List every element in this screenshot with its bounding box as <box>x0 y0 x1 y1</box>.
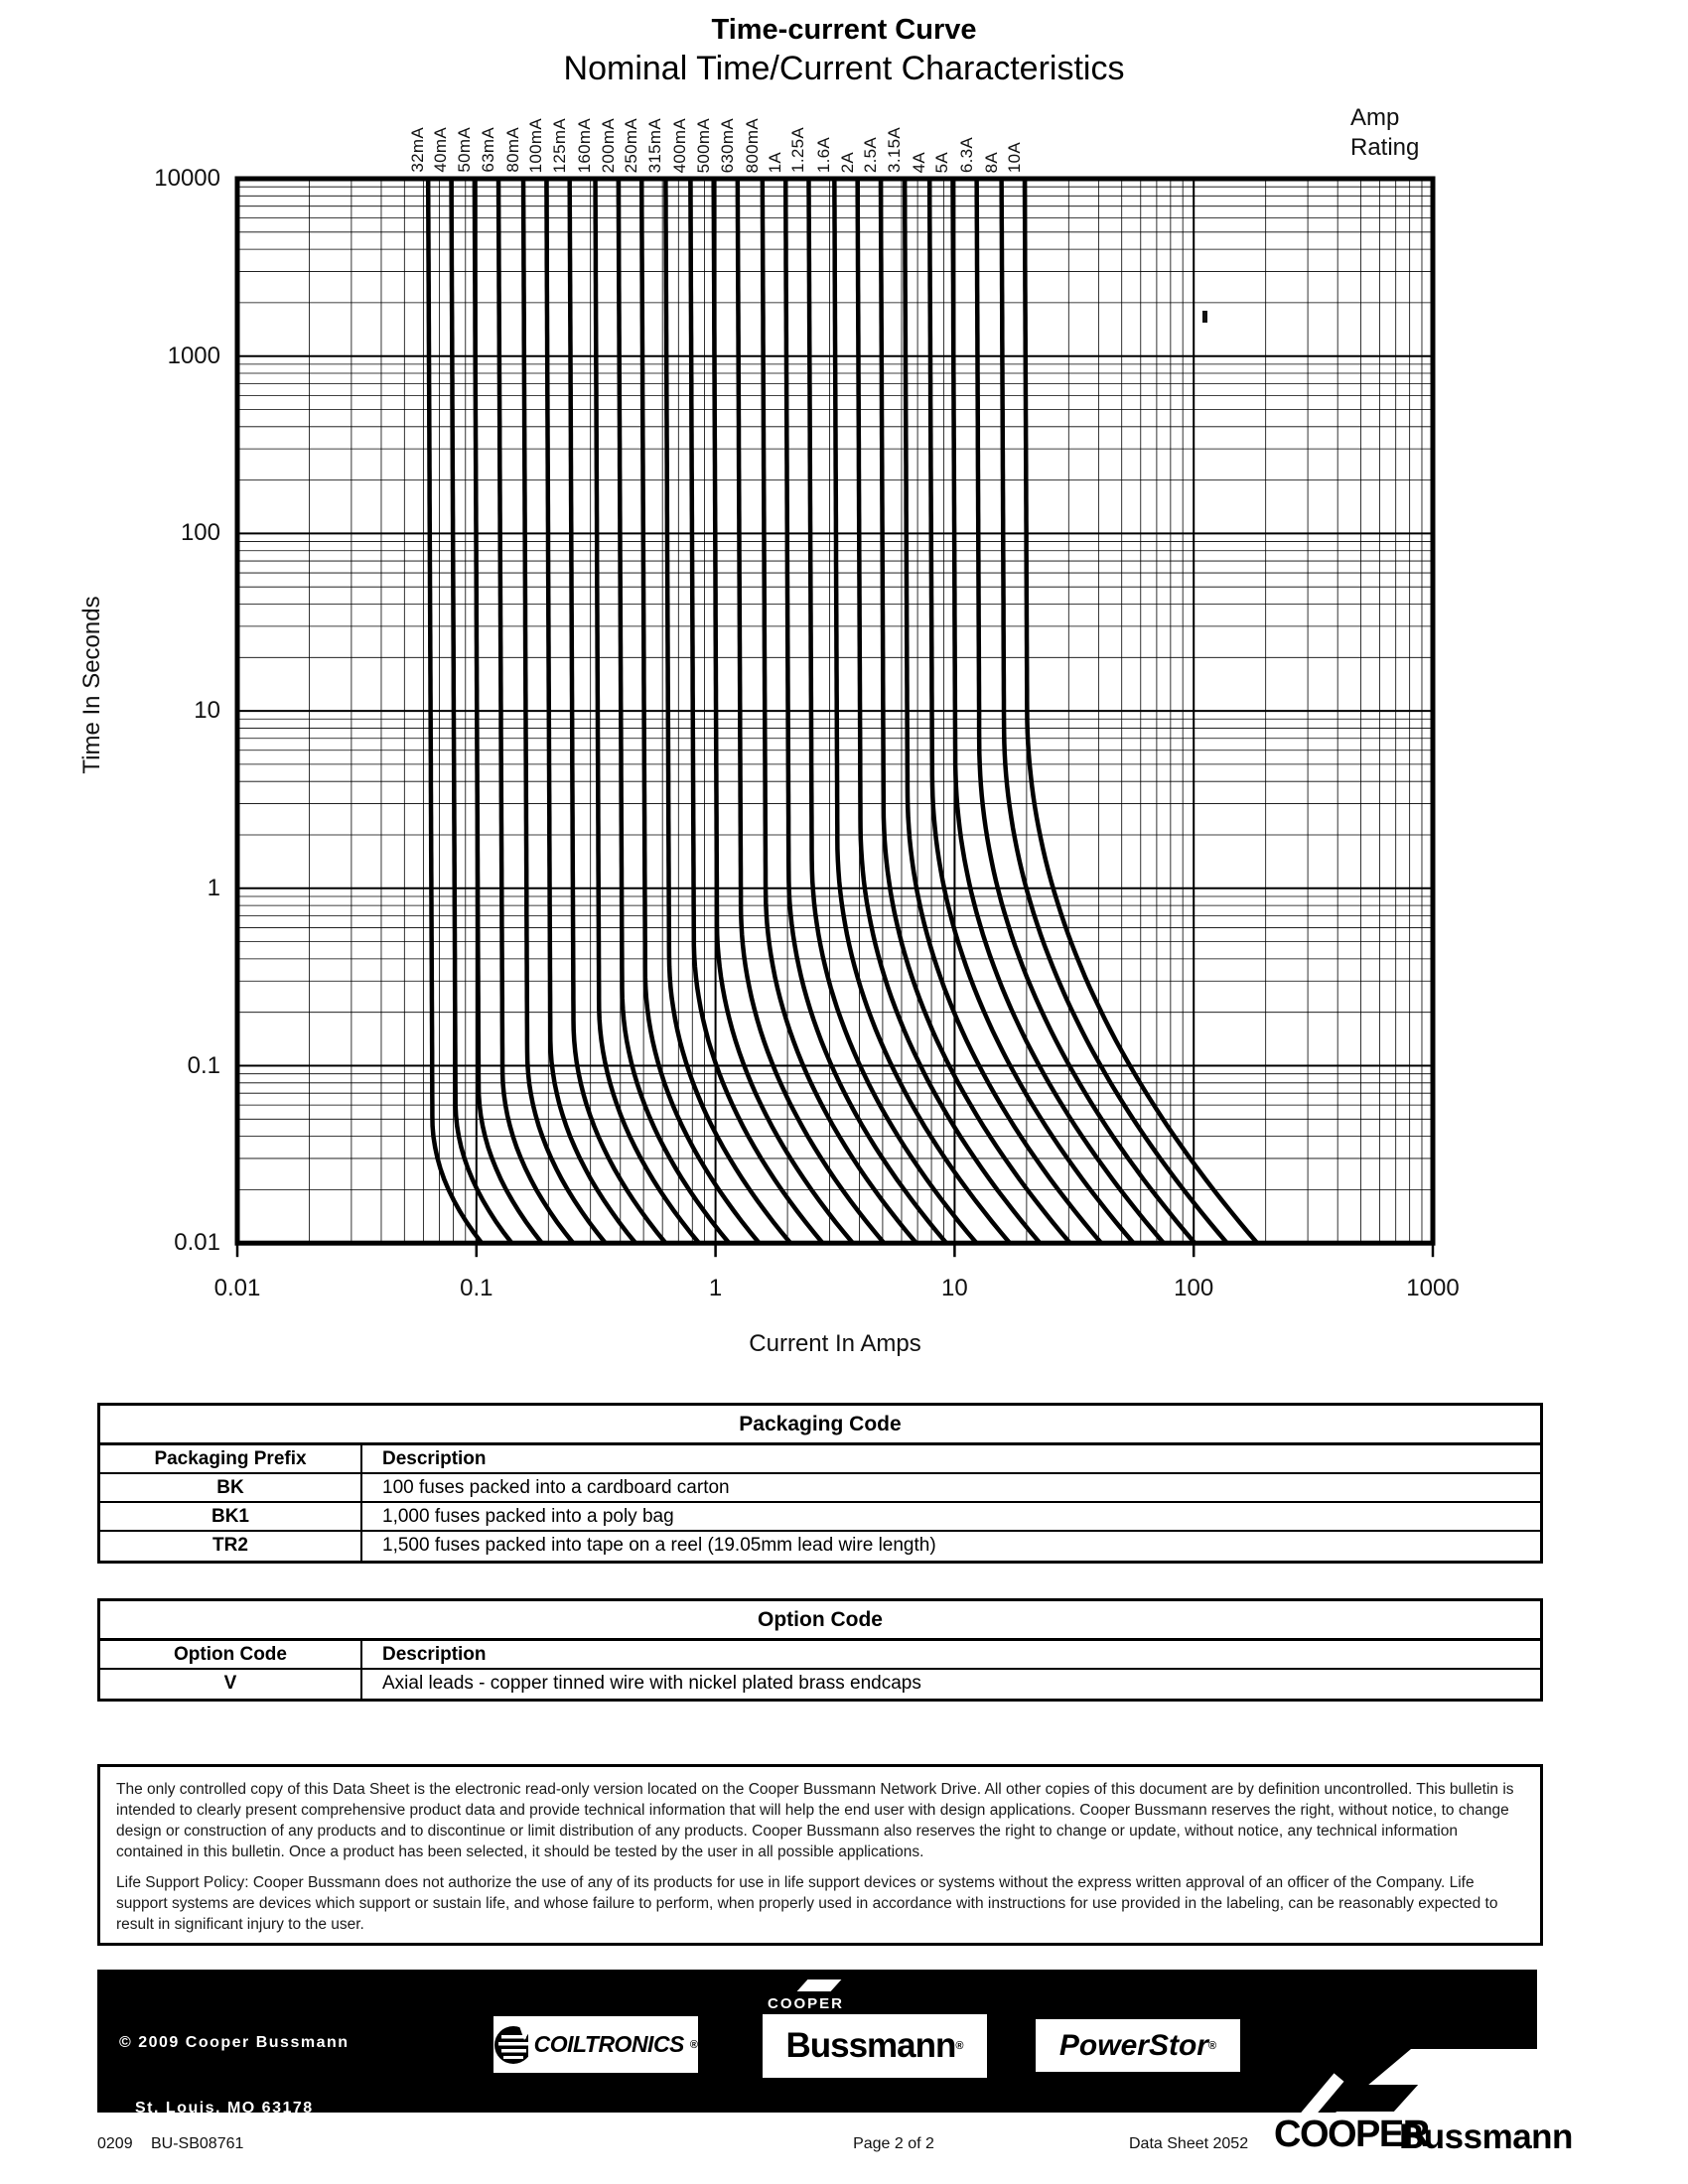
coiltronics-logo <box>493 2016 698 2073</box>
option-description: Axial leads - copper tinned wire with nickel plated brass endcaps <box>382 1673 921 1694</box>
amp-rating-label-1A: 1A <box>766 151 785 173</box>
coiltronics-coil-icon <box>493 2025 528 2065</box>
amp-rating-label-100mA: 100mA <box>526 117 546 173</box>
datasheet-number: Data Sheet 2052 <box>1129 2135 1249 2152</box>
y-tick-1000: 1000 <box>167 341 220 369</box>
brand-cooper-wordmark: COOPER <box>1274 2114 1429 2155</box>
amp-rating-label-2.5A: 2.5A <box>860 136 880 173</box>
amp-rating-label-315mA: 315mA <box>645 117 665 173</box>
x-tick-1: 1 <box>708 1275 723 1301</box>
amp-rating-label-32mA: 32mA <box>408 127 428 173</box>
amp-rating-label-630mA: 630mA <box>717 117 737 173</box>
option-code: V <box>100 1670 362 1699</box>
packaging-code: BK <box>100 1474 362 1501</box>
y-tick-10000: 10000 <box>154 165 220 192</box>
amp-rating-label-1.6A: 1.6A <box>814 136 834 173</box>
amp-rating-label-2A: 2A <box>837 151 857 173</box>
registered-mark-icon: ® <box>955 2040 964 2052</box>
footer-address <box>119 1988 378 2184</box>
powerstor-wordmark: PowerStor <box>1058 2028 1208 2062</box>
powerstor-logo <box>1036 2019 1240 2072</box>
amp-rating-label-250mA: 250mA <box>622 117 641 173</box>
amp-rating-label-500mA: 500mA <box>693 117 713 173</box>
packaging-col-prefix: Packaging Prefix <box>100 1445 362 1472</box>
legend-title-line1: Amp <box>1350 104 1400 131</box>
amp-rating-label-50mA: 50mA <box>454 127 474 173</box>
amp-rating-label-4A: 4A <box>910 151 929 173</box>
x-tick-10: 10 <box>941 1275 968 1301</box>
amp-rating-label-125mA: 125mA <box>549 117 569 173</box>
packaging-description: 1,500 fuses packed into tape on a reel (19.05mm lead wire length) <box>382 1535 936 1556</box>
amp-rating-label-200mA: 200mA <box>598 117 618 173</box>
amp-rating-label-40mA: 40mA <box>431 127 451 173</box>
doc-number: BU-SB08761 <box>151 2135 244 2152</box>
amp-rating-label-63mA: 63mA <box>478 127 497 173</box>
amp-rating-label-400mA: 400mA <box>670 117 690 173</box>
packaging-description: 1,000 fuses packed into a poly bag <box>382 1506 674 1527</box>
bussmann-logo <box>763 2014 987 2078</box>
page-title: Time-current Curve <box>711 14 977 46</box>
coiltronics-wordmark: COILTRONICS <box>533 2031 684 2057</box>
y-axis-title: Time In Seconds <box>78 596 105 774</box>
option-col-code: Option Code <box>100 1641 362 1668</box>
date-code: 0209 <box>97 2135 133 2152</box>
y-tick-10: 10 <box>194 697 220 725</box>
amp-rating-label-160mA: 160mA <box>575 117 595 173</box>
y-tick-1: 1 <box>207 874 220 901</box>
x-axis-title: Current In Amps <box>749 1330 921 1357</box>
packaging-description: 100 fuses packed into a cardboard carton <box>382 1477 730 1498</box>
amp-rating-label-80mA: 80mA <box>502 127 522 173</box>
amp-rating-label-10A: 10A <box>1004 141 1024 173</box>
page-number: Page 2 of 2 <box>853 2135 934 2152</box>
website-link[interactable]: www.cooperbussmann.com <box>135 2165 378 2182</box>
address-line: St. Louis, MO 63178 <box>135 2100 314 2116</box>
bussmann-wordmark: Bussmann <box>785 2026 956 2065</box>
packaging-code: TR2 <box>100 1532 362 1561</box>
brand-bussmann-wordmark: Bussmann <box>1399 2117 1573 2156</box>
amp-rating-label-3.15A: 3.15A <box>885 127 905 173</box>
registered-mark-icon: ® <box>689 2038 698 2051</box>
amp-rating-label-5A: 5A <box>932 151 952 173</box>
packaging-col-description: Description <box>382 1448 487 1469</box>
cooper-small-wordmark: COOPER <box>768 1995 845 2012</box>
chart-subtitle: Nominal Time/Current Characteristics <box>563 50 1125 87</box>
x-tick-100: 100 <box>1174 1275 1214 1301</box>
disclaimer-paragraph-2: Life Support Policy: Cooper Bussmann does not authorize the use of any of its products for use in life support devices or systems without the express written approval of an officer of the Company. Life support systems are devices which support or sustain life, and whose failure to perform, when properly used in accordance with instructions for use provided in the labeling, can be reasonably expected to result in significant injury to the user. <box>116 1874 1498 1933</box>
y-tick-0.01: 0.01 <box>174 1229 220 1257</box>
copyright-line: © 2009 Cooper Bussmann <box>119 2034 350 2051</box>
disclaimer-paragraph-1: The only controlled copy of this Data Sheet is the electronic read-only version located on the Cooper Bussmann Network Drive. All other copies of this document are by definition uncontrolled. This bulletin is intended to clearly present comprehensive product data and provide technical information that will help the end user with design applications. Cooper Bussmann reserves the right, without notice, to change design or construction of any products and to discontinue or limit distribution of any products. Cooper Bussmann also reserves the right to change or update, without notice, any technical information contained in this bulletin. Once a product has been selected, it should be tested by the user in all possible applications. <box>116 1781 1514 1860</box>
x-tick-0.1: 0.1 <box>460 1275 493 1301</box>
amp-rating-label-1.25A: 1.25A <box>788 127 808 173</box>
y-tick-100: 100 <box>180 519 220 547</box>
packaging-code: BK1 <box>100 1503 362 1530</box>
x-tick-0.01: 0.01 <box>213 1275 261 1301</box>
amp-rating-label-800mA: 800mA <box>742 117 762 173</box>
legend-title-line2: Rating <box>1350 134 1420 161</box>
registered-mark-icon: ® <box>1207 2039 1217 2052</box>
option-table-title: Option Code <box>100 1601 1540 1641</box>
amp-rating-label-6.3A: 6.3A <box>956 136 976 173</box>
amp-rating-label-8A: 8A <box>981 151 1001 173</box>
packaging-table-title: Packaging Code <box>100 1406 1540 1445</box>
option-col-description: Description <box>382 1644 487 1665</box>
x-tick-1000: 1000 <box>1406 1275 1460 1301</box>
y-tick-0.1: 0.1 <box>187 1051 220 1079</box>
